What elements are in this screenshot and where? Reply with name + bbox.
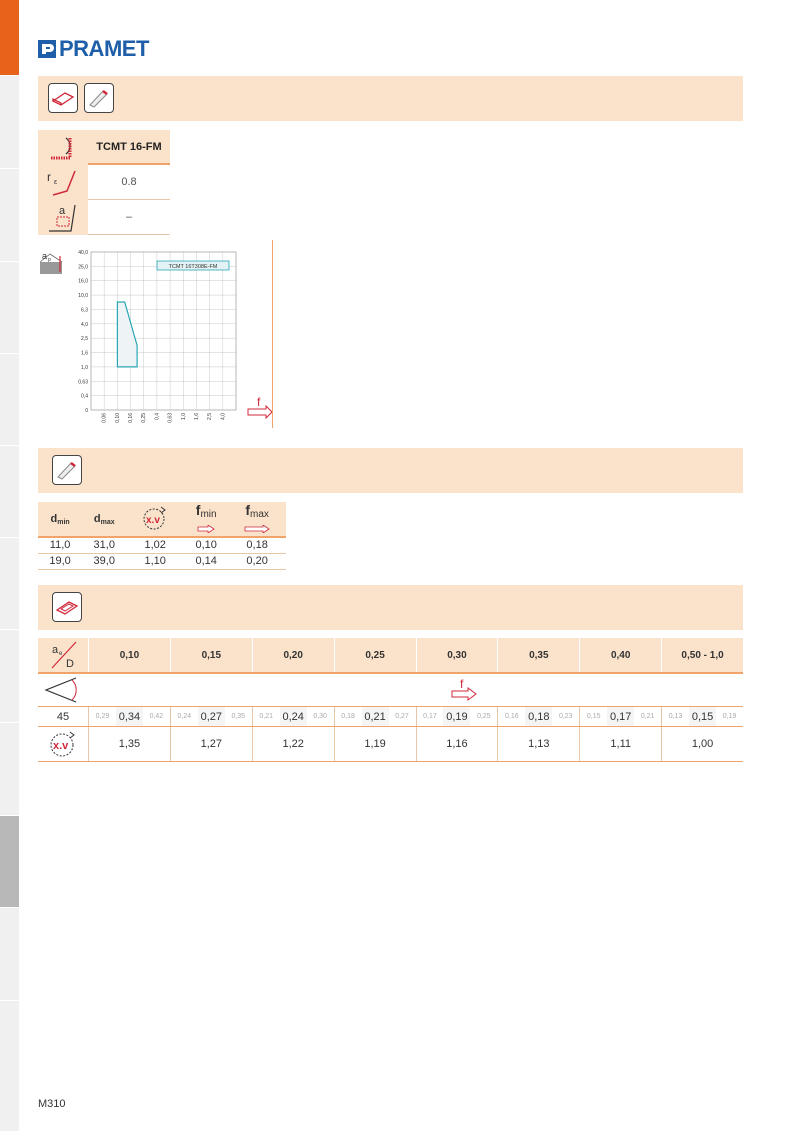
y-tick-label: 0 — [85, 408, 88, 414]
chamfer-row — [38, 200, 170, 235]
dmax-cell: 39,0 — [82, 553, 126, 569]
feed-cell: 0,17 0,19 0,25 — [416, 707, 498, 726]
side-tab[interactable] — [0, 630, 19, 723]
x-tick-label: 0,10 — [114, 413, 121, 423]
table-row — [38, 553, 286, 569]
logo-mark-icon — [38, 40, 56, 58]
y-tick-label: 1,0 — [81, 364, 88, 371]
engagement-col: 0,10 — [88, 638, 170, 672]
xv-header — [126, 502, 184, 537]
speed-factor-cell: 1,22 — [252, 727, 334, 761]
speed-factor-cell: 1,35 — [88, 727, 170, 761]
section-bar-inserts — [38, 76, 743, 121]
side-tab[interactable] — [0, 723, 19, 816]
engagement-col: 0,40 — [579, 638, 661, 672]
table-row — [38, 537, 286, 553]
x-tick-label: 2,5 — [207, 413, 214, 420]
svg-text:x.v: x.v — [53, 740, 69, 752]
engagement-col: 0,15 — [170, 638, 252, 672]
milling-insert-icon — [52, 592, 82, 622]
dmax-cell: 31,0 — [82, 537, 126, 553]
speed-factor-cell: 1,27 — [170, 727, 252, 761]
feed-cell: 0,13 0,15 0,19 — [661, 707, 743, 726]
insert-angled-icon — [84, 83, 114, 113]
speed-factor-icon — [141, 505, 169, 531]
insert-corner-icon — [38, 130, 88, 165]
dmin-cell: 11,0 — [38, 537, 82, 553]
insert-designation: TCMT 16-FM — [88, 130, 170, 165]
y-tick-label: 0,63 — [78, 379, 88, 386]
x-tick-label: 4,0 — [220, 413, 227, 420]
feed-values-row — [38, 707, 743, 727]
x-tick-label: 0,63 — [167, 413, 174, 423]
side-tab[interactable] — [0, 262, 19, 354]
angle-value: 45 — [56, 710, 70, 723]
svg-text:a: a — [59, 204, 66, 217]
svg-text:x.v: x.v — [146, 514, 161, 526]
insert-flat-icon — [48, 83, 78, 113]
dmin-header: $d_{min}$ — [38, 502, 82, 537]
x-tick-label: 0,06 — [101, 413, 108, 423]
corner-radius-row — [38, 165, 170, 200]
chart-divider — [272, 240, 273, 428]
speed-factor-row — [38, 727, 743, 762]
side-tab-strip — [0, 0, 19, 1132]
fmax-cell: 0,18 — [228, 537, 286, 553]
svg-text:a: a — [42, 251, 48, 261]
feed-cell: 0,15 0,17 0,21 — [579, 707, 661, 726]
speed-factor-cell: 1,13 — [497, 727, 579, 761]
diameter-feed-table — [38, 502, 286, 570]
side-tab[interactable] — [0, 76, 19, 169]
svg-text:r: r — [47, 169, 51, 184]
y-tick-label: 0,4 — [81, 393, 88, 400]
speed-factor-cell: 1,11 — [579, 727, 661, 761]
side-tab-active[interactable] — [0, 0, 19, 76]
legend-label: TCMT 16T308E-FM — [168, 264, 218, 270]
diameter-feed-header — [38, 502, 286, 537]
engagement-col: 0,25 — [334, 638, 416, 672]
side-tab[interactable] — [0, 538, 19, 630]
side-tab[interactable] — [0, 446, 19, 538]
x-tick-label: 0,16 — [128, 413, 135, 423]
section-bar-boring — [38, 448, 743, 493]
boring-insert-icon — [52, 455, 82, 485]
y-tick-label: 4,0 — [81, 321, 88, 328]
feed-arrow-icon — [196, 525, 216, 533]
y-tick-label: 1,6 — [81, 350, 88, 357]
feed-label-row — [38, 674, 743, 707]
side-tab[interactable] — [0, 354, 19, 446]
xv-cell: 1,10 — [126, 553, 184, 569]
feed-arrow-icon — [243, 525, 271, 533]
insert-geometry-table — [38, 130, 170, 235]
y-tick-label: 16,0 — [78, 278, 88, 285]
page-number: M310 — [38, 1098, 66, 1110]
chamfer-value: – — [88, 200, 170, 235]
svg-text:ε: ε — [54, 178, 58, 186]
svg-text:D: D — [66, 658, 74, 670]
speed-factor-cell: 1,19 — [334, 727, 416, 761]
x-tick-label: 0,25 — [141, 413, 148, 423]
fmin-cell: 0,10 — [184, 537, 228, 553]
depth-of-cut-icon — [40, 251, 62, 274]
xv-cell: 1,02 — [126, 537, 184, 553]
speed-factor-cell: 1,16 — [416, 727, 498, 761]
logo-text: PRAMET — [59, 36, 149, 61]
speed-factor-icon — [38, 727, 88, 761]
x-axis-label: f — [257, 395, 261, 409]
x-tick-label: 1,6 — [193, 413, 200, 420]
dmin-cell: 19,0 — [38, 553, 82, 569]
feed-arrow-icon — [88, 674, 743, 706]
pramet-logo — [38, 36, 149, 62]
y-tick-label: 6,3 — [81, 307, 88, 314]
side-tab[interactable] — [0, 908, 19, 1001]
svg-text:p: p — [48, 257, 51, 263]
engagement-header-row — [38, 638, 743, 674]
engagement-col: 0,20 — [252, 638, 334, 672]
x-tick-label: 1,0 — [180, 413, 187, 420]
fmax-header: $f_{max}$ — [228, 502, 286, 537]
fmin-cell: 0,14 — [184, 553, 228, 569]
side-tab[interactable] — [0, 169, 19, 262]
speed-factor-cell: 1,00 — [661, 727, 743, 761]
engagement-col: 0,50 - 1,0 — [661, 638, 743, 672]
corner-radius-value: 0.8 — [88, 165, 170, 200]
geometry-header-row — [38, 130, 170, 165]
feed-cell: 0,24 0,27 0,35 — [170, 707, 252, 726]
svg-text:a: a — [52, 644, 59, 656]
corner-radius-icon — [38, 165, 88, 200]
engagement-col: 0,30 — [416, 638, 498, 672]
fmin-header: $f_{min}$ — [184, 502, 228, 537]
y-tick-label: 10,0 — [78, 293, 88, 300]
feed-cell: 0,16 0,18 0,23 — [497, 707, 579, 726]
chart-plot-frame — [91, 252, 236, 410]
engagement-col: 0,35 — [497, 638, 579, 672]
y-tick-label: 40,0 — [78, 250, 88, 256]
section-bar-milling — [38, 585, 743, 630]
lead-angle-icon — [38, 674, 88, 706]
chart-svg — [38, 240, 278, 430]
feed-cell: 0,29 0,34 0,42 — [88, 707, 170, 726]
y-tick-label: 2,5 — [81, 336, 88, 343]
chamfer-icon — [38, 200, 88, 235]
fmax-cell: 0,20 — [228, 553, 286, 569]
x-tick-label: 0,4 — [154, 413, 161, 420]
ae-over-d-icon — [38, 638, 88, 672]
y-tick-label: 25,0 — [78, 264, 88, 271]
feed-cell: 0,18 0,21 0,27 — [334, 707, 416, 726]
dmax-header: $d_{max}$ — [82, 502, 126, 537]
side-tab-highlight[interactable] — [0, 816, 19, 908]
svg-text:e: e — [59, 651, 63, 657]
engagement-feed-table — [38, 638, 743, 762]
feed-arrow-icon — [248, 395, 272, 418]
svg-text:f: f — [460, 677, 464, 691]
feed-cell: 0,21 0,24 0,30 — [252, 707, 334, 726]
side-tab[interactable] — [0, 1001, 19, 1132]
depth-feed-chart — [38, 240, 278, 430]
